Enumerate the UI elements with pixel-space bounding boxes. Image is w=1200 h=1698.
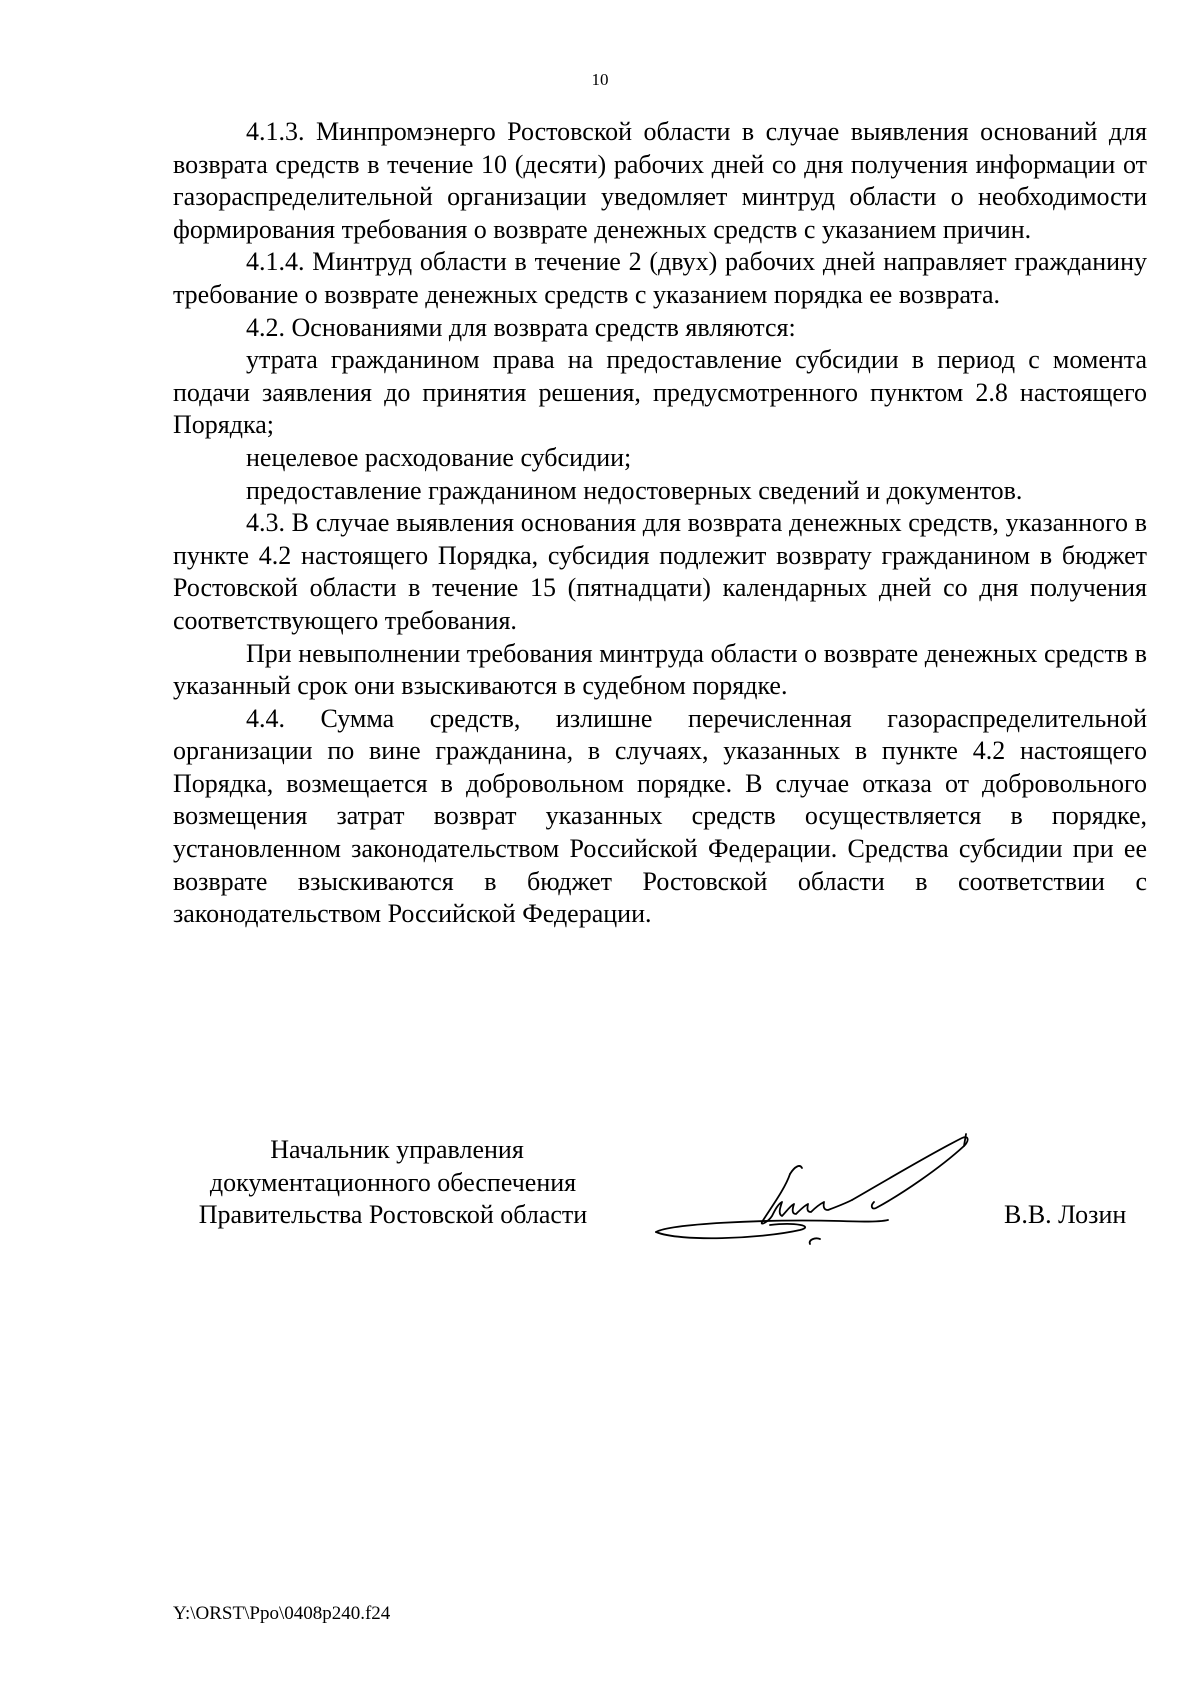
page-number: 10 (591, 70, 609, 89)
handwritten-signature (650, 1104, 980, 1254)
signatory-position-line-2: документационного обеспечения (209, 1167, 577, 1197)
signatory-position (173, 1134, 613, 1232)
signatory-name: В.В. Лозин (1004, 1200, 1127, 1229)
paragraph-4-1-4: 4.1.4. Минтруд области в течение 2 (двух) рабочих дней направляет гражданину требование о возврате денежных средств с указанием порядка ее возврата. (173, 247, 1147, 309)
paragraph-4-2-item-1: утрата гражданином права на предоставление субсидии в период с момента подачи заявления до принятия решения, предусмотренного пунктом 2.8 настоящего Порядка; (173, 345, 1147, 440)
document-body (173, 116, 1147, 931)
paragraph-4-3: 4.3. В случае выявления основания для возврата денежных средств, указанного в пункте 4.2 настоящего Порядка, субсидия подлежит возврату гражданином в бюджет Ростовской области в течение 15 (пятнадцати) календарных дней со дня получения соответствующего требования. (173, 508, 1147, 635)
signatory-position-line-3: Правительства Ростовской области (198, 1200, 588, 1230)
footer-file-path: Y:\ORST\Ppo\0408p240.f24 (173, 1603, 391, 1624)
paragraph-4-2-item-3: предоставление гражданином недостоверных сведений и документов. (246, 475, 1023, 505)
signatory-position-line-1: Начальник управления (270, 1135, 524, 1164)
paragraph-4-4: 4.4. Сумма средств, излишне перечисленная газораспределительной организации по вине гражданина, в случаях, указанных в пункте 4.2 настоящего Порядка, возмещается в добровольном порядке. В случае отказа от добровольного возмещения затрат возврат указанных средств осуществляется в порядке, установленном законодательством Российской Федерации. Средства субсидии при ее возврате взыскиваются в бюджет Ростовской области в соответствии с законодательством Российской Федерации. (173, 703, 1147, 929)
paragraph-4-1-3: 4.1.3. Минпромэнерго Ростовской области в случае выявления оснований для возврата средств в течение 10 (десяти) рабочих дней со дня получения информации от газораспределительной организации уведомляет минтруд области о необходимости формирования требования о возврате денежных средств с указанием причин. (173, 117, 1147, 244)
paragraph-4-2-item-2: нецелевое расходование субсидии; (246, 442, 632, 472)
paragraph-4-3-continued: При невыполнении требования минтруда области о возврате денежных средств в указанный срок они взыскиваются в судебном порядке. (173, 638, 1147, 701)
paragraph-4-2: 4.2. Основаниями для возврата средств являются: (246, 312, 796, 342)
signature-block (0, 1134, 1200, 1274)
